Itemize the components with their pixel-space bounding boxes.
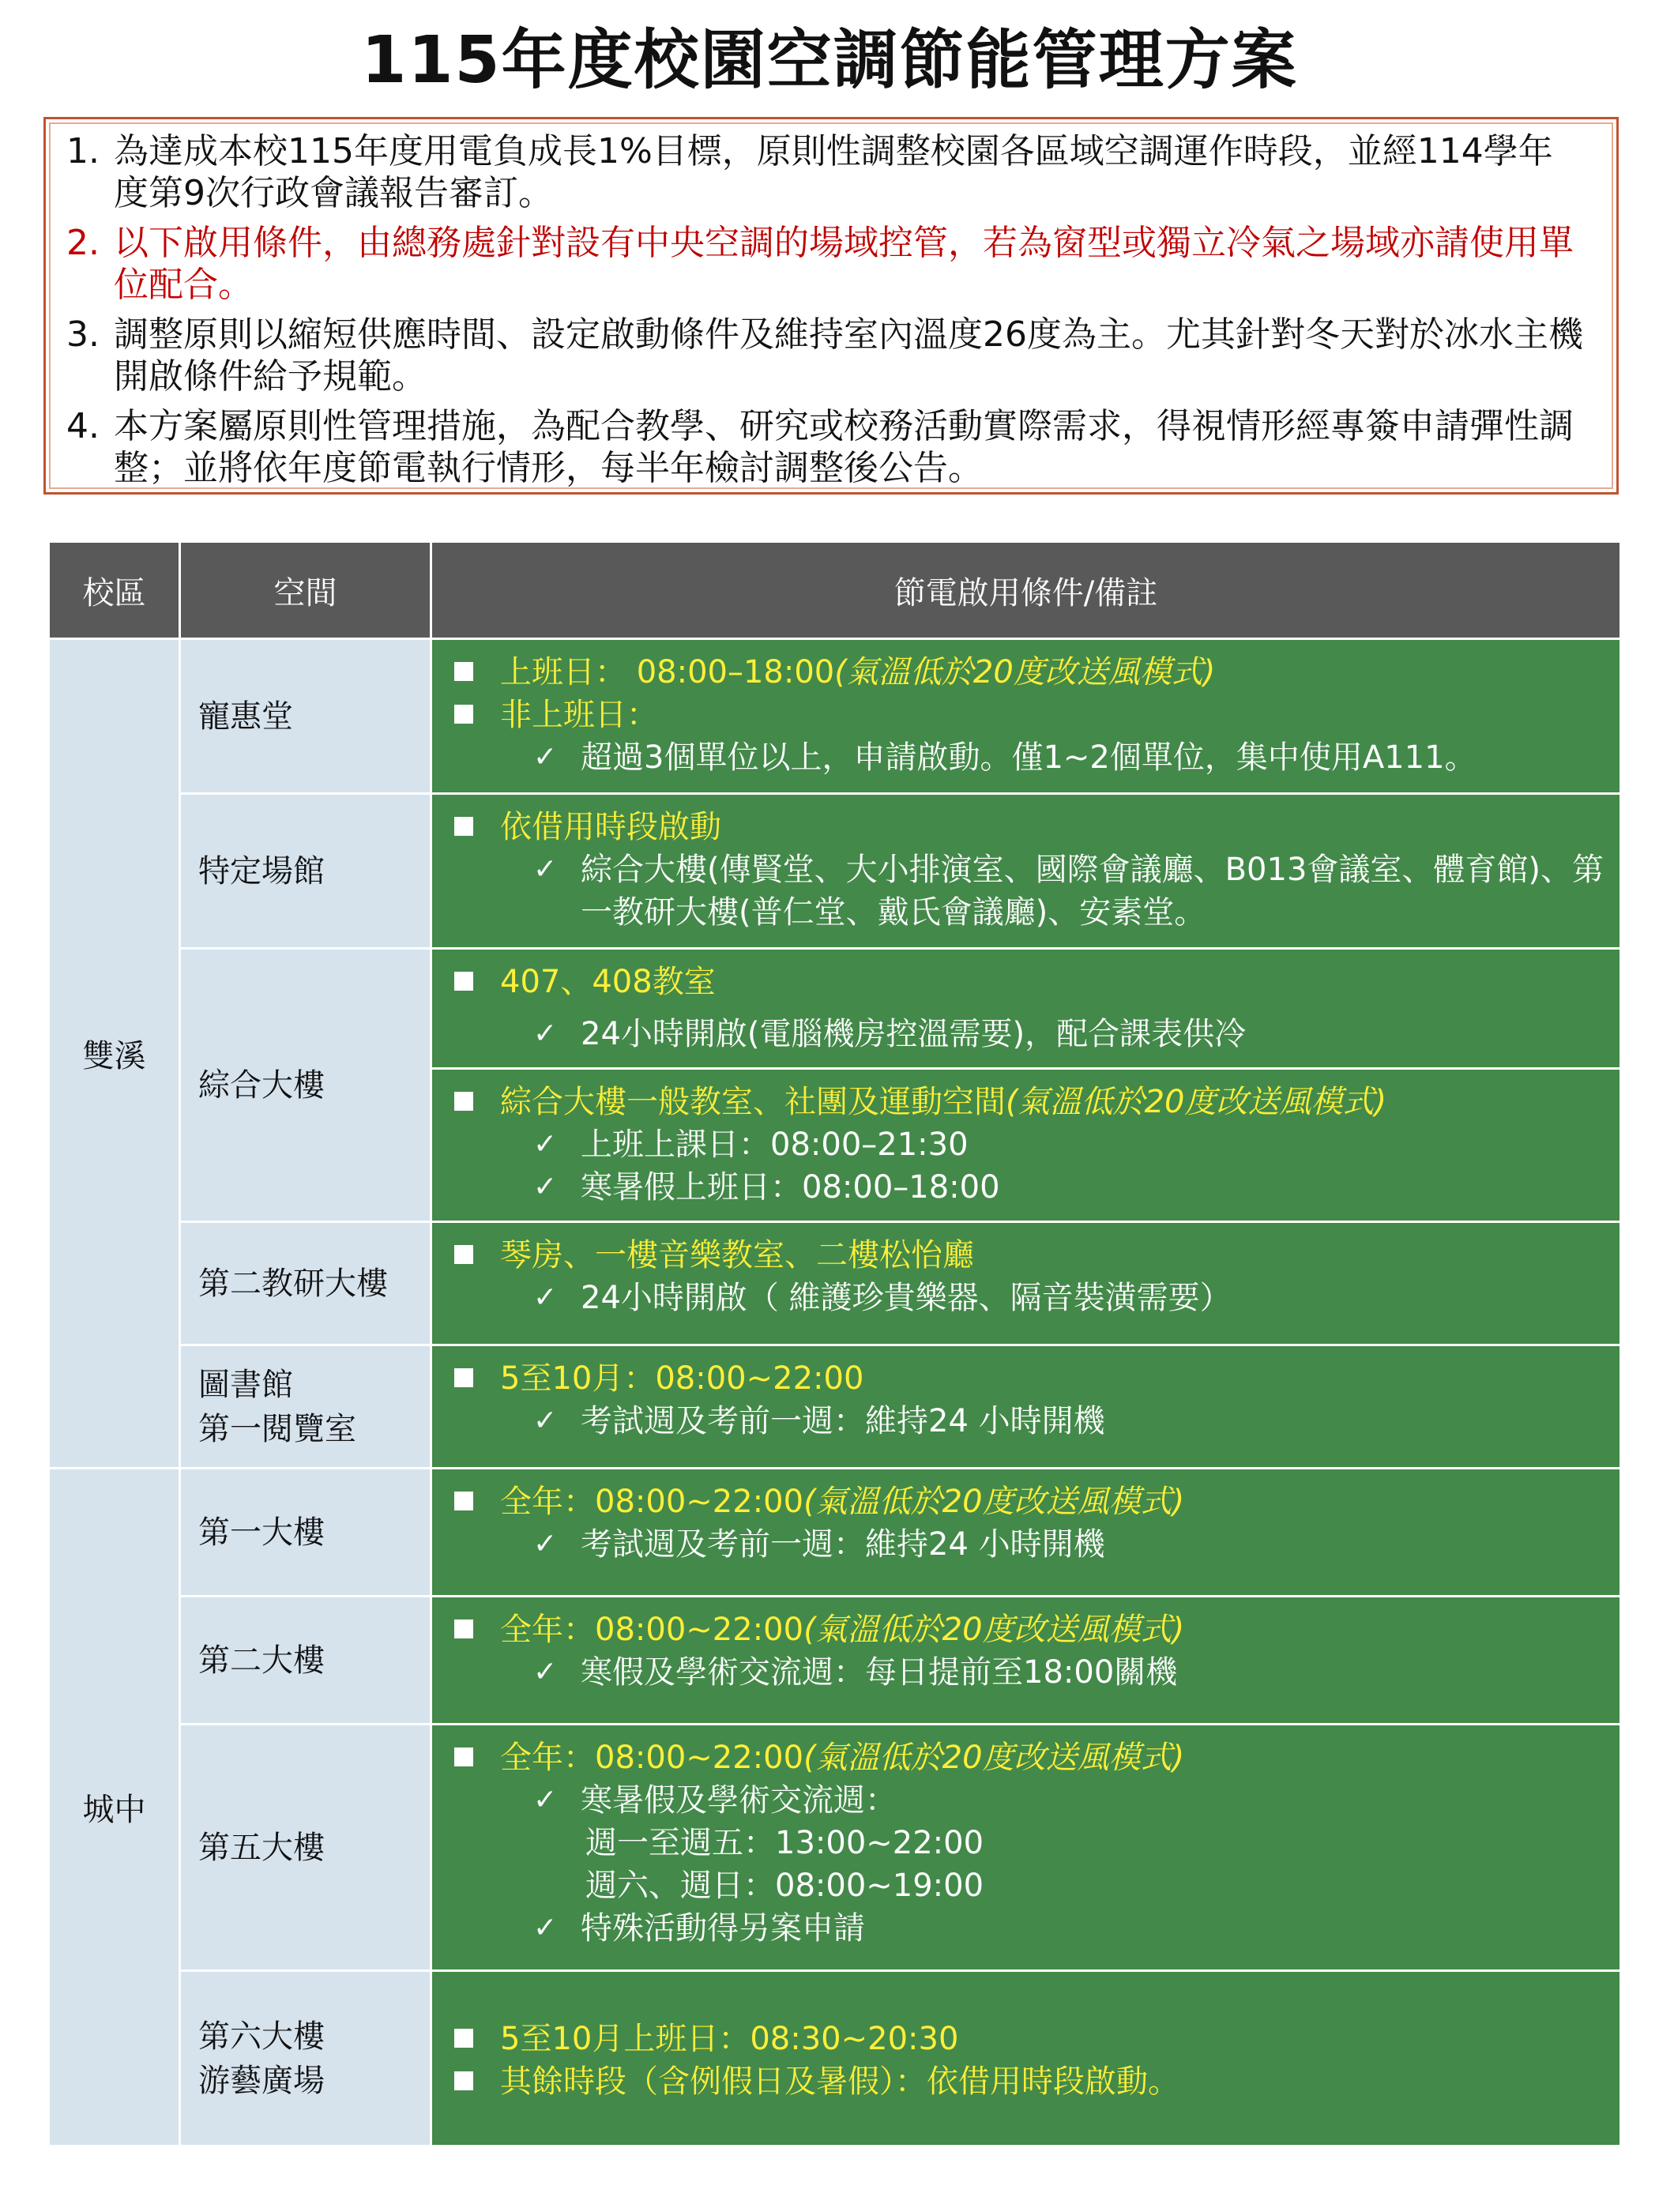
square-bullet-icon [454,1092,473,1111]
check-icon: ✓ [533,1405,558,1437]
note-number: 3. [66,314,100,355]
square-bullet-icon [454,1368,473,1387]
check-line: ✓ 超過3個單位以上，申請啟動。僅1~2個單位，集中使用A111。 [450,736,1604,779]
note-text: 本方案屬原則性管理措施，為配合教學、研究或校務活動實際需求，得視情形經專簽申請彈性調整；並將依年度節電執行情形，每半年檢討調整後公告。 [114,406,1574,488]
space-line: 圖書館 [198,1366,293,1403]
condition-cell [431,949,1621,1069]
check-icon: ✓ [533,1128,558,1161]
check-line: ✓ 上班上課日：08:00–21:30 [450,1123,1604,1166]
space-cell: 第二大樓 [180,1597,431,1725]
schedule-line: 週一至週五：13:00~22:00 [585,1825,984,1861]
square-bullet-icon [454,972,473,991]
space-cell [180,1971,431,2146]
condition-cell [431,794,1621,949]
check-icon: ✓ [533,853,558,886]
condition-cell [431,1345,1621,1469]
check-icon: ✓ [533,1281,558,1314]
table-row [49,639,1621,794]
bullet-line: 全年：08:00~22:00 (氣溫低於20度改送風模式) [450,1608,1604,1651]
square-bullet-icon [454,1245,473,1264]
campus-cell: 雙溪 [49,639,180,1469]
note-number: 2. [66,223,100,263]
check-line: ✓ 寒暑假上班日：08:00–18:00 [450,1166,1604,1209]
note-2 [66,222,1585,306]
square-bullet-icon [454,1747,473,1766]
check-line: ✓ 24小時開啟(電腦機房控溫需要)，配合課表供冷 [450,1013,1604,1055]
note-1 [66,130,1585,214]
table-row [49,794,1621,949]
bullet-line: 非上班日： [450,694,1604,736]
table-header-row [49,542,1621,639]
check-icon: ✓ [533,1912,558,1944]
condition-cell [431,1222,1621,1345]
check-line: ✓ 24小時開啟（ 維護珍貴樂器、隔音裝潢需要） [450,1277,1604,1319]
square-bullet-icon [454,817,473,836]
bullet-line: 綜合大樓一般教室、社團及運動空間 (氣溫低於20度改送風模式) [450,1081,1604,1123]
campus-cell: 城中 [49,1469,180,2146]
note-number: 1. [66,131,100,171]
note-text: 調整原則以縮短供應時間、設定啟動條件及維持室內溫度26度為主。尤其針對冬天對於冰水主機開啟條件給予規範。 [114,314,1583,397]
page-title: 115年度校園空調節能管理方案 [361,23,1298,98]
check-icon: ✓ [533,1528,558,1560]
condition-cell [431,1597,1621,1725]
check-line: ✓ 綜合大樓(傳賢堂、大小排演室、國際會議廳、B013會議室、體育館)、第一教研大樓(普仁堂、戴氏會議廳)、安素堂。 [450,848,1604,934]
check-line: ✓ 寒暑假及學術交流週： [450,1779,1604,1822]
square-bullet-icon [454,2071,473,2090]
table-row [49,949,1621,1069]
check-icon: ✓ [533,1018,558,1050]
note-4 [66,405,1585,489]
condition-cell [431,1971,1621,2146]
schedule-table [47,540,1622,2147]
check-line: ✓ 特殊活動得另案申請 [450,1907,1604,1950]
check-line: ✓ 寒假及學術交流週：每日提前至18:00關機 [450,1651,1604,1694]
note-3 [66,314,1585,397]
header-campus: 校區 [49,542,180,639]
square-bullet-icon [454,705,473,724]
condition-cell [431,639,1621,794]
check-icon: ✓ [533,1171,558,1203]
square-bullet-icon [454,1492,473,1510]
bullet-line: 全年：08:00~22:00 (氣溫低於20度改送風模式) [450,1736,1604,1779]
square-bullet-icon [454,662,473,681]
space-cell: 第二教研大樓 [180,1222,431,1345]
check-icon: ✓ [533,1784,558,1816]
note-text: 以下啟用條件，由總務處針對設有中央空調的場域控管，若為窗型或獨立冷氣之場域亦請使用單位配合。 [114,223,1574,305]
space-cell [180,1345,431,1469]
space-cell: 特定場館 [180,794,431,949]
bullet-line: 琴房、一樓音樂教室、二樓松怡廳 [450,1234,1604,1277]
table-row [49,1971,1621,2146]
bullet-line: 5至10月：08:00~22:00 [450,1357,1604,1400]
notes-box [43,117,1619,495]
space-cell: 第一大樓 [180,1469,431,1597]
bullet-line: 407、408教室 [450,961,1604,1003]
table-row [49,1222,1621,1345]
square-bullet-icon [454,2029,473,2048]
note-number: 4. [66,406,100,446]
table-row [49,1597,1621,1725]
bullet-line: 依借用時段啟動 [450,806,1604,848]
condition-cell [431,1725,1621,1971]
table-row [49,1345,1621,1469]
bullet-line: 5至10月上班日：08:30~20:30 [450,2018,1604,2060]
space-cell: 寵惠堂 [180,639,431,794]
space-cell: 第五大樓 [180,1725,431,1971]
note-text: 為達成本校115年度用電負成長1%目標，原則性調整校園各區域空調運作時段，並經114學年度第9次行政會議報告審訂。 [114,131,1553,213]
table-row [49,1469,1621,1597]
square-bullet-icon [454,1620,473,1638]
check-line: ✓ 考試週及考前一週：維持24 小時開機 [450,1400,1604,1443]
check-icon: ✓ [533,741,558,773]
bullet-line: 上班日： 08:00–18:00 (氣溫低於20度改送風模式) [450,651,1604,694]
check-line: ✓ 考試週及考前一週：維持24 小時開機 [450,1523,1604,1566]
header-space: 空間 [180,542,431,639]
check-icon: ✓ [533,1656,558,1688]
condition-cell [431,1469,1621,1597]
space-line: 第一閱覽室 [198,1410,356,1447]
space-line: 第六大樓 [198,2018,325,2055]
bullet-line: 全年：08:00~22:00 (氣溫低於20度改送風模式) [450,1480,1604,1523]
schedule-line: 週六、週日：08:00~19:00 [585,1868,984,1904]
space-line: 游藝廣場 [198,2062,325,2099]
bullet-line: 其餘時段（含例假日及暑假）：依借用時段啟動。 [450,2060,1604,2103]
condition-cell [431,1069,1621,1222]
table-row [49,1725,1621,1971]
space-cell: 綜合大樓 [180,949,431,1222]
header-conditions: 節電啟用條件/備註 [431,542,1621,639]
